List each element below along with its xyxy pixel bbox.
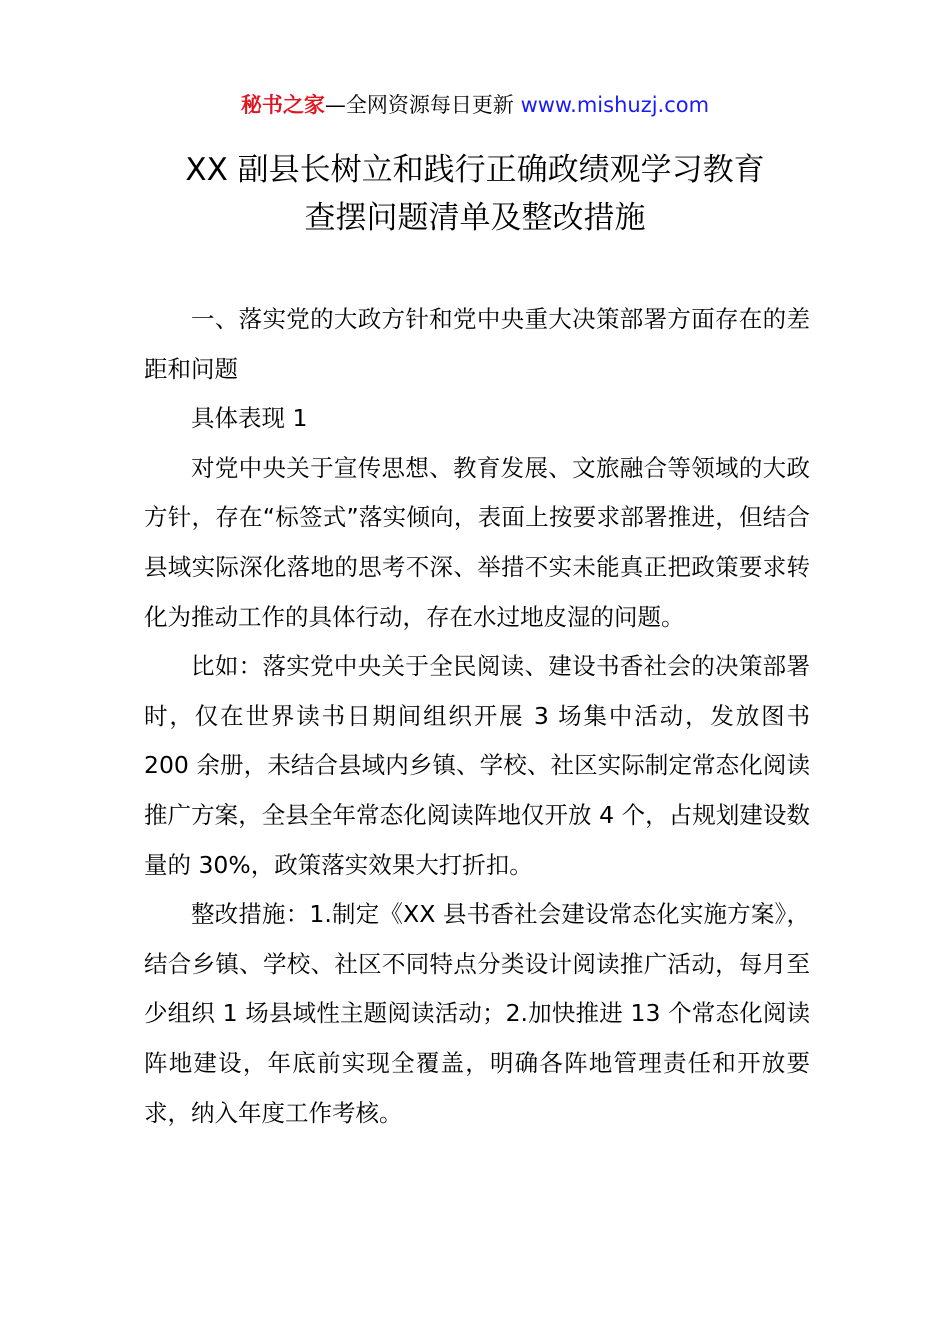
site-brand: 秘书之家: [240, 93, 325, 117]
section-heading: 一、落实党的大政方针和党中央重大决策部署方面存在的差距和问题: [144, 305, 810, 383]
example-paragraph: 比如：落实党中央关于全民阅读、建设书香社会的决策部署时，仅在世界读书日期间组织开展 3 场集中活动，发放图书 200 余册，未结合县域内乡镇、学校、社区实际制定常态化阅读推广方案，全县全年常态化阅读阵地仅开放 4 个，占规划建设数量的 30%，政策落实效果大打折扣。: [144, 652, 810, 879]
site-tagline: —全网资源每日更新: [324, 93, 521, 117]
site-header: [0, 88, 950, 122]
subheading-performance-1: 具体表现 1: [191, 404, 308, 433]
title-line-2: 查摆问题清单及整改措施: [304, 200, 646, 236]
document-title: [0, 146, 950, 242]
rectification-paragraph: 整改措施：1.制定《XX 县书香社会建设常态化实施方案》，结合乡镇、学校、社区不同特点分类设计阅读推广活动，每月至少组织 1 场县域性主题阅读活动；2.加快推进 13 个常态化阅读阵地建设，年底前实现全覆盖，明确各阵地管理责任和开放要求，纳入年度工作考核。: [144, 900, 810, 1127]
problem-paragraph: 对党中央关于宣传思想、教育发展、文旅融合等领域的大政方针，存在“标签式”落实倾向，表面上按要求部署推进，但结合县域实际深化落地的思考不深、举措不实未能真正把政策要求转化为推动工作的具体行动，存在水过地皮湿的问题。: [144, 453, 810, 631]
title-line-1: XX 副县长树立和践行正确政绩观学习教育: [185, 152, 765, 188]
document-body: [144, 295, 810, 1138]
site-url-link[interactable]: www.mishuzj.com: [520, 93, 710, 117]
